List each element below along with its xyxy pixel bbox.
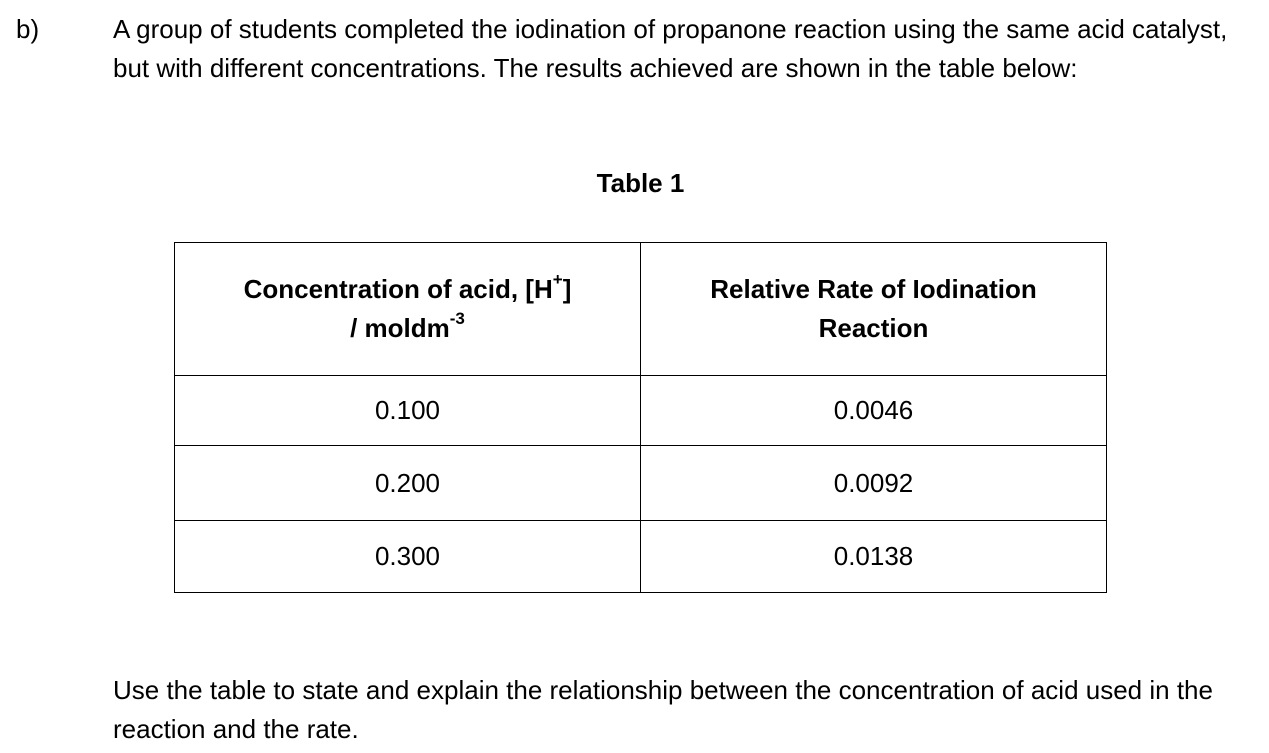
part-label: b) xyxy=(16,14,40,44)
table-row xyxy=(175,446,1107,521)
question-text: Use the table to state and explain the relationship between the concentration of acid used in the reaction and the rate. xyxy=(113,675,1213,744)
cell-concentration: 0.300 xyxy=(175,521,641,593)
cell-concentration: 0.100 xyxy=(175,376,641,446)
header-concentration-line1: Concentration of acid, [H+] xyxy=(243,270,572,304)
intro-text: A group of students completed the iodination of propanone reaction using the same acid catalyst, but with different concentrations. The results achieved are shown in the table below: xyxy=(113,14,1228,83)
cell-concentration: 0.200 xyxy=(175,446,641,521)
table-title: Table 1 xyxy=(596,168,685,198)
header-rate-line1: Relative Rate of Iodination xyxy=(710,274,1037,304)
header-concentration-line2: / moldm$^{-3}$ xyxy=(350,309,465,343)
cell-rate: 0.0092 xyxy=(641,446,1107,521)
header-concentration xyxy=(175,243,641,376)
cell-rate: 0.0138 xyxy=(641,521,1107,593)
results-table xyxy=(174,242,1107,593)
table-header-row xyxy=(175,243,1107,376)
table-row xyxy=(175,376,1107,446)
header-rate-line2: Reaction xyxy=(818,313,929,343)
table-row xyxy=(175,521,1107,593)
header-rate xyxy=(641,243,1107,376)
cell-rate: 0.0046 xyxy=(641,376,1107,446)
